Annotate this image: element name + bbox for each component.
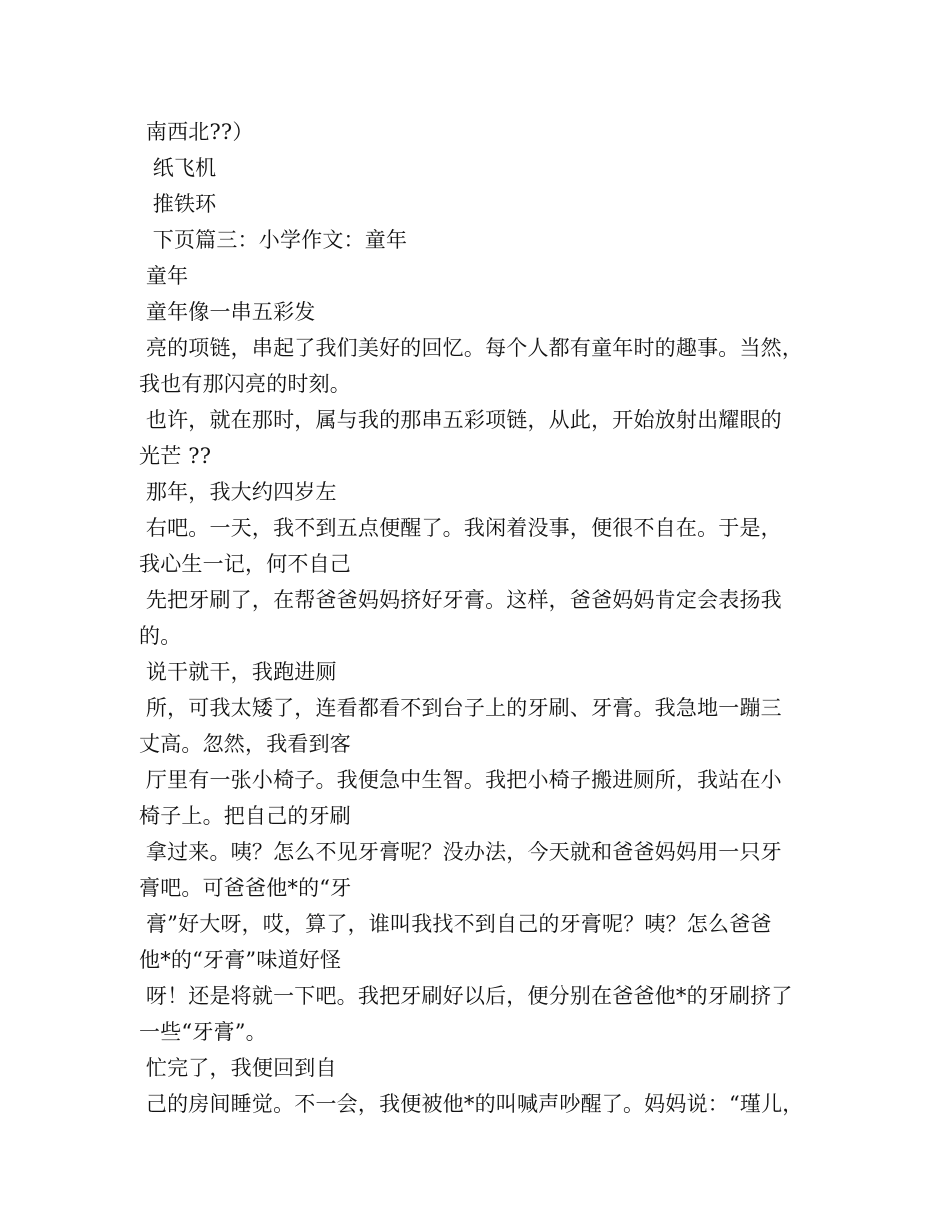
text-line: 椅子上。把自己的牙刷: [139, 804, 351, 828]
text-line: 呀！还是将就一下吧。我把牙刷好以后，便分别在爸爸他*的牙刷挤了: [139, 984, 793, 1008]
text-line: 纸飞机: [139, 156, 217, 180]
text-line: 的。: [139, 624, 182, 648]
text-line: 我心生一记，何不自己: [139, 552, 351, 576]
text-line: 亮的项链，串起了我们美好的回忆。每个人都有童年时的趣事。当然，: [139, 336, 804, 360]
text-line: 丈高。忽然，我看到客: [139, 732, 351, 756]
document-body: [139, 114, 819, 1122]
text-line: 厅里有一张小椅子。我便急中生智。我把小椅子搬进厕所，我站在小: [139, 768, 782, 792]
text-line: 膏吧。可爸爸他*的“牙: [139, 876, 352, 900]
text-line: 他*的“牙膏”味道好怪: [139, 948, 342, 972]
text-line: 己的房间睡觉。不一会，我便被他*的叫喊声吵醒了。妈妈说：“瑾儿，: [139, 1092, 804, 1116]
text-line: 我也有那闪亮的时刻。: [139, 372, 351, 396]
text-line: 先把牙刷了，在帮爸爸妈妈挤好牙膏。这样，爸爸妈妈肯定会表扬我: [139, 588, 782, 612]
text-line: 也许，就在那时，属与我的那串五彩项链，从此，开始放射出耀眼的: [139, 408, 782, 432]
text-line: 所，可我太矮了，连看都看不到台子上的牙刷、牙膏。我急地一蹦三: [139, 696, 782, 720]
text-line: 忙完了，我便回到自: [139, 1056, 337, 1080]
text-line: 膏”好大呀，哎，算了，谁叫我找不到自己的牙膏呢？咦？怎么爸爸: [139, 912, 772, 936]
text-line: 一些“牙膏”。: [139, 1020, 267, 1044]
text-line: 下页篇三：小学作文：童年: [139, 228, 408, 252]
text-line: 童年像一串五彩发: [139, 300, 316, 324]
text-line: 那年，我大约四岁左: [139, 480, 337, 504]
text-line: 童年: [139, 264, 189, 288]
text-line: 南西北??）: [139, 120, 254, 144]
text-line: 推铁环: [139, 192, 217, 216]
text-line: 光芒 ??: [139, 444, 212, 468]
text-line: 右吧。一天，我不到五点便醒了。我闲着没事，便很不自在。于是，: [139, 516, 782, 540]
text-line: 拿过来。咦？怎么不见牙膏呢？没办法，今天就和爸爸妈妈用一只牙: [139, 840, 782, 864]
text-line: 说干就干，我跑进厕: [139, 660, 337, 684]
